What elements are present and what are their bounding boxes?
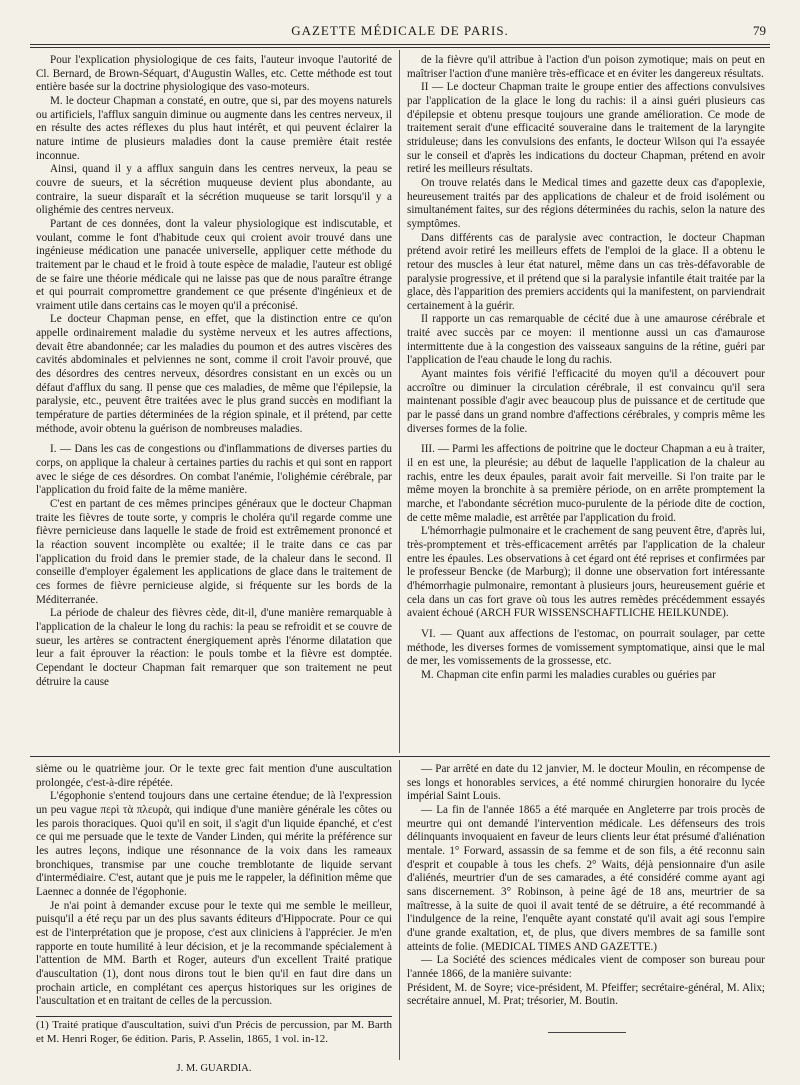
signature-text: J. M. GUARDIA.	[176, 1063, 252, 1074]
paragraph: Ayant maintes fois vérifié l'efficacité du moyen qu'il a découvert pour accroître ou diminuer la circulation cérébrale, il est convaincu qu'il sera maintenant possible d'agir avec beaucoup plus de puissance et de certitude que par le passé dans un grand nombre d'affections cérébrales, y compris même les diverses formes de la folie.	[407, 368, 765, 435]
footnote-text: (1) Traité pratique d'auscultation, suivi d'un Précis de percussion, par M. Barth et M. Henri Roger, 6e édition. Paris, P. Asselin, 1865, 1 vol. in-12.	[36, 1019, 392, 1045]
paragraph: de la fièvre qu'il attribue à l'action d'un poison zymotique; mais on peut en maîtriser l'action d'une manière très-efficace et en éviter les dangereux résultats.	[407, 54, 765, 80]
paragraph: M. Chapman cite enfin parmi les maladies curables ou guéries par	[421, 668, 716, 681]
column-divider-bottom	[399, 760, 400, 1060]
paragraph: Il rapporte un cas remarquable de cécité due à une amaurose cérébrale et traité avec succès par ce moyen: il mentionne aussi un cas d'amaurose intermittente due à la congestion des vaisseaux sanguins de la rétine, guéri par l'application de l'eau chaude le long du rachis.	[407, 313, 765, 367]
news-item: — Par arrêté en date du 12 janvier, M. le docteur Moulin, en récompense de ses longs et honorables services, a été nommé chirurgien honoraire du lycée impérial Saint Louis.	[407, 763, 765, 803]
paragraph: C'est en partant de ces mêmes principes généraux que le docteur Chapman traite les fièvres de toute sorte, y compris le choléra qu'il regarde comme une fièvre pernicieuse dans laquelle le stade de froid est extrêmement prononcé et la réaction souvent incomplète ou exaltée; il le traite dans ce cas par l'application du froid dans le premier stade, de la chaleur dans le second. Il conseille d'employer également les applications de glace dans le traitement de ces formes de fièvre pernicieuse algide, si fréquente sur les bords de la Méditerranée.	[36, 498, 392, 606]
footnote-rule	[36, 1016, 392, 1017]
header-rule-top	[30, 44, 770, 45]
paragraph: III. — Parmi les affections de poitrine que le docteur Chapman a eu à traiter, il en est une, la pleurésie; au début de laquelle l'application de la chaleur au rachis, entre les deux épaules, parait avoir fait merveille. Si l'on traite par le même moyen la bronchite à sa première période, on en arrête promptement la marche, et l'abondante sécrétion muco-purulente de la période dite de coction, de cette même maladie, est arrêtée par l'application du froid.	[407, 443, 765, 524]
author-signature	[36, 1062, 392, 1078]
page-number: 79	[753, 23, 766, 38]
paragraph: Le docteur Chapman pense, en effet, que la distinction entre ce qu'on appelle ordinairement maladie du système nerveux et les autres affections, devait être abandonnée; car les maladies du poumon et des autres viscères des cavités abdominales et pelviennes ne sont, comme il croit l'avoir prouvé, que des désordres des centres nerveux, désordres consistant en un excès ou un défaut d'afflux du sang. Il pense que ces maladies, de même que l'épilepsie, la paralysie, etc., peuvent être traitées avec le plus grand succès en modifiant la température de parties déterminées de la région spinale, et il prétend, par cette méthode, avoir obtenu la guérison de nombreuses maladies.	[36, 313, 392, 435]
paragraph: II — Le docteur Chapman traite le groupe entier des affections convulsives par l'application de la glace le long du rachis: il a ainsi guéri plusieurs cas d'épilepsie et obtenu presque toujours une grande amélioration. Ce mode de traitement serait d'une efficacité souveraine dans le traitement de la laryngite striduleuse; dans les convulsions des enfants, le docteur Wilson qui l'a essayée sur le conseil et d'après les indications du docteur Chapman, prétend en avoir retiré les meilleurs résultats.	[407, 81, 765, 176]
paragraph: L'égophonie s'entend toujours dans une certaine étendue; de là l'expression un peu vague περὶ τὰ πλευρὰ, qui indique d'une manière générale les côtes ou les parois thoraciques. Quoi qu'il en soit, il s'agit d'un liquide épanché, et c'est ce qui me persuade que le texte de Vander Linden, qui mérite la préférence sur les autres leçons, indique une résonnance de la voix dans les rameaux bronchiques, transmise par une couche tremblotante de liquide servant d'intermédiaire. C'est, autant que je puis me le rappeler, la définition même que Laennec a donnée de l'égophonie.	[36, 790, 392, 898]
column-divider-top	[399, 50, 400, 753]
paragraph: L'hémorrhagie pulmonaire et le crachement de sang peuvent être, d'après lui, très-promptement et très-efficacement arrêtés par l'application de la chaleur entre les épaules. Les observations à cet égard ont été reprises et confirmées par le professeur Bencke (de Marburg); il donne une observation fort intéressante d'hémorrhagie pulmonaire, remontant à plusieurs jours, heureusement guérie et cela dans un cas fort grave où tous les autres remèdes précédemment essayés avaient échoué (ARCH FUR WISSENSCHAFTLICHE HEILKUNDE).	[407, 525, 765, 620]
journal-title: GAZETTE MÉDICALE DE PARIS.	[291, 23, 509, 38]
paragraph: VI. — Quant aux affections de l'estomac, on pourrait soulager, par cette méthode, les diverses formes de vomissement symptomatique, ainsi que le mal de mer, les vomissements de la grossesse, etc.	[407, 627, 765, 668]
top-right-column	[407, 54, 765, 754]
news-item: Président, M. de Soyre; vice-président, M. Pfeiffer; secrétaire-général, M. Alix; secrétaire annuel, M. Prat; trésorier, M. Boutin.	[407, 981, 765, 1008]
paragraph: On trouve relatés dans le Medical times and gazette deux cas d'apoplexie, heureusement traités par des applications de chaleur et de froid isolément ou simultanément faites, sur des régions déterminées du rachis, selon la nature des symptômes.	[407, 176, 765, 230]
bottom-right-column	[407, 763, 765, 1043]
paragraph: Je n'ai point à demander excuse pour le texte qui me semble le meilleur, puisqu'il a été reçu par un des plus savants éditeurs d'Hippocrate. Pour ce qui est de l'interprétation que je propose, c'est aux cliniciens à l'apprécier. Je m'en rapporte en toute humilité à leur décision, et je la recommande spécialement à l'attention de MM. Barth et Roger, auteurs d'un excellent Traité pratique d'auscultation (1), dont nous dirons tout le bien qu'il en faut dire dans un prochain article, en complétant ces aperçus historiques sur les origines de l'auscultation et en traitant de celles de la percussion.	[36, 899, 392, 1008]
section-divider	[30, 756, 770, 757]
paragraph: Partant de ces données, dont la valeur physiologique est indiscutable, et voulant, comme le font d'habitude ceux qui croient avoir trouvé dans une ingénieuse médication une panacée universelle, appliquer cette méthode du traitement par le chaud et le froid à toute espèce de maladie, l'auteur est obligé de se faire une théorie médicale qui ne laisse pas que de nous paraître étrange et qui pourrait compromettre grandement ce que présente d'ingénieux et de vraiment utile dans certains cas le moyen qu'il a préconisé.	[36, 217, 392, 312]
bottom-left-column	[36, 763, 392, 1013]
paragraph: La période de chaleur des fièvres cède, dit-il, d'une manière remarquable à l'application de la chaleur le long du rachis: la peau se refroidit et se couvre de sueur, les artères se contractent énergiquement après l'énorme dilatation que leur a fait éprouver la réaction: le pouls tombe et la fièvre est domptée. Cependant le docteur Chapman fait remarquer que son traitement ne peut détruire la cause	[36, 607, 392, 688]
header-rule-bottom	[30, 47, 770, 48]
paragraph: M. le docteur Chapman a constaté, en outre, que si, par des moyens naturels ou artificiels, l'afflux sanguin diminue ou augmente dans les centres nerveux, il en résulte des actes réflexes du plus haut intérêt, et qui peuvent éclairer la nature intime de plusieurs maladies dont la cause première était restée inconnue.	[36, 94, 392, 162]
paragraph: Ainsi, quand il y a afflux sanguin dans les centres nerveux, la peau se couvre de sueurs, et la sécrétion muqueuse devient plus abondante, au contraire, la sueur disparaît et la sécrétion muqueuse se tarit lorsqu'il y a olighémie des centres nerveux.	[36, 163, 392, 217]
paragraph: Dans différents cas de paralysie avec contraction, le docteur Chapman prétend avoir retiré les meilleurs effets de l'emploi de la glace. Il a obtenu le retour des muscles à leur état naturel, même dans un cas très-défavorable de paralysie progressive, et il prétend que si la paralysie infantile était traitée par la glace, dès l'apparition des premiers accidents qui la manifestent, on parviendrait certainement à la guérir.	[407, 231, 765, 312]
news-item: — La fin de l'année 1865 a été marquée en Angleterre par trois procès de meurtre qui ont demandé l'intervention médicale. Les défenseurs des trois délinquants invoquaient en faveur de leurs clients leur état présumé d'aliénation mentale. 1° Forward, assassin de sa femme et de son fils, a été reconnu sain d'esprit et coupable à tous les chefs. 2° Waits, déjà pensionnaire d'un asile d'aliénés, meurtrier d'un de ses camarades, a été considéré comme ayant agi sans discernement. 3° Robinson, à peine âgé de 18 ans, meurtrier de sa maîtresse, à la suite de quoi il avait tenté de se détruire, a été recommandé à l'indulgence de la reine, l'enquête ayant constaté qu'il avait agi sous l'empire d'une grande exaltation, et, de plus, que divers membres de sa famille sont atteints de folie. (MEDICAL TIMES AND GAZETTE.)	[407, 803, 765, 953]
news-item: — La Société des sciences médicales vient de composer son bureau pour l'année 1866, de la manière suivante:	[407, 954, 765, 980]
footnote	[36, 1019, 392, 1061]
end-rule	[548, 1032, 626, 1033]
paragraph: Pour l'explication physiologique de ces faits, l'auteur invoque l'autorité de Cl. Bernard, de Brown-Séquart, d'Augustin Walles, etc. Cette méthode est tout entière basée sur la doctrine physiologique des vaso-moteurs.	[36, 54, 392, 94]
top-left-column	[36, 54, 392, 754]
paragraph: sième ou le quatrième jour. Or le texte grec fait mention d'une auscultation prolongée, c'est-à-dire répétée.	[36, 763, 392, 789]
paragraph: I. — Dans les cas de congestions ou d'inflammations de diverses parties du corps, on applique la chaleur à certaines parties du rachis et qui sont en rapport avec le siége de ces désordres. On combat l'anémie, l'olighémie cérébrale, par l'application du froid faite de la même manière.	[36, 443, 392, 497]
page-header	[30, 20, 770, 42]
